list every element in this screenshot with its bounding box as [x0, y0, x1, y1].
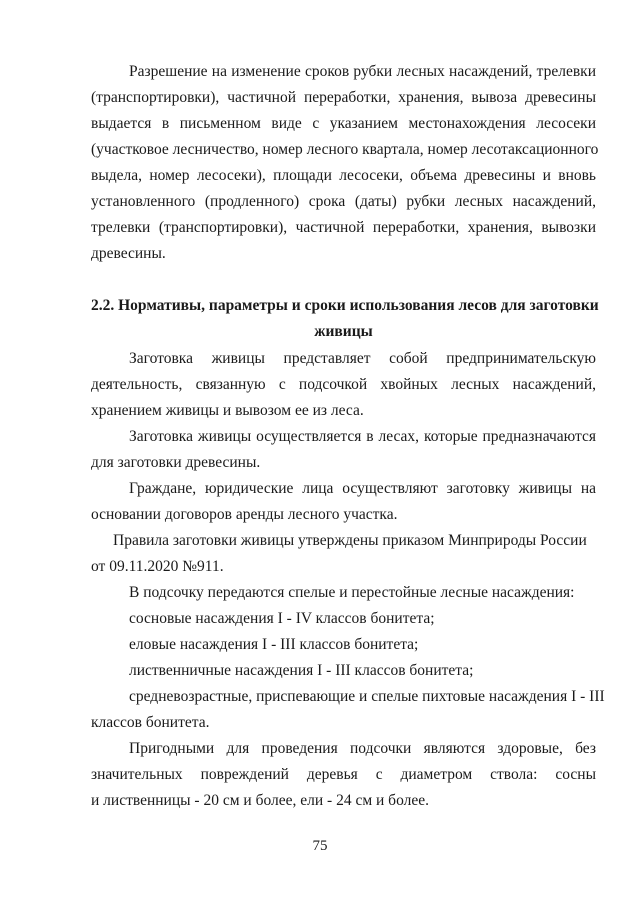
paragraph-line: от 09.11.2020 №911. — [91, 558, 224, 575]
paragraph-line: основании договоров аренды лесного участка. — [91, 506, 398, 523]
list-item: еловые насаждения I - III классов бонитета; — [129, 636, 419, 653]
paragraph-line: Разрешение на изменение сроков рубки лесных насаждений, трелевки — [129, 63, 596, 80]
paragraph-line: установленного (продленного) срока (даты) рубки лесных насаждений, — [91, 193, 596, 210]
list-item: сосновые насаждения I - IV классов бонитета; — [129, 610, 435, 627]
section-heading-cont: живицы — [314, 323, 373, 340]
paragraph-line: деятельность, связанную с подсочкой хвойных лесных насаждений, — [91, 376, 596, 393]
paragraph-line: и лиственницы - 20 см и более, ели - 24 см и более. — [91, 792, 429, 809]
paragraph-line: Заготовка живицы осуществляется в лесах, которые предназначаются — [129, 428, 596, 445]
paragraph-line: хранением живицы и вывозом ее из леса. — [91, 402, 364, 419]
paragraph-line: значительных повреждений деревья с диаметром ствола: сосны — [91, 766, 596, 783]
paragraph-line: (участковое лесничество, номер лесного квартала, номер лесотаксационного — [91, 141, 599, 158]
section-heading: 2.2. Нормативы, параметры и сроки использования лесов для заготовки — [91, 297, 599, 314]
paragraph-line: Заготовка живицы представляет собой предпринимательскую — [129, 350, 596, 367]
paragraph-line: выдела, номер лесосеки), площади лесосеки, объема древесины и вновь — [91, 167, 596, 184]
list-item: средневозрастные, приспевающие и спелые пихтовые насаждения I - III — [129, 688, 605, 705]
paragraph-line: Пригодными для проведения подсочки являются здоровые, без — [129, 740, 596, 757]
paragraph-line: Граждане, юридические лица осуществляют заготовку живицы на — [129, 480, 596, 497]
page-number: 75 — [312, 838, 328, 854]
paragraph-line: (транспортировки), частичной переработки, хранения, вывоза древесины — [91, 89, 596, 106]
paragraph-line: В подсочку передаются спелые и перестойные лесные насаждения: — [129, 584, 575, 601]
paragraph-line: трелевки (транспортировки), частичной переработки, хранения, вывозки — [91, 219, 596, 236]
paragraph-line: для заготовки древесины. — [91, 454, 261, 471]
list-item: лиственничные насаждения I - III классов бонитета; — [129, 662, 474, 679]
paragraph-line: древесины. — [91, 245, 166, 262]
paragraph-line: выдается в письменном виде с указанием местонахождения лесосеки — [91, 115, 596, 132]
paragraph-line: Правила заготовки живицы утверждены приказом Минприроды России — [113, 532, 587, 549]
paragraph-line: классов бонитета. — [91, 714, 210, 731]
